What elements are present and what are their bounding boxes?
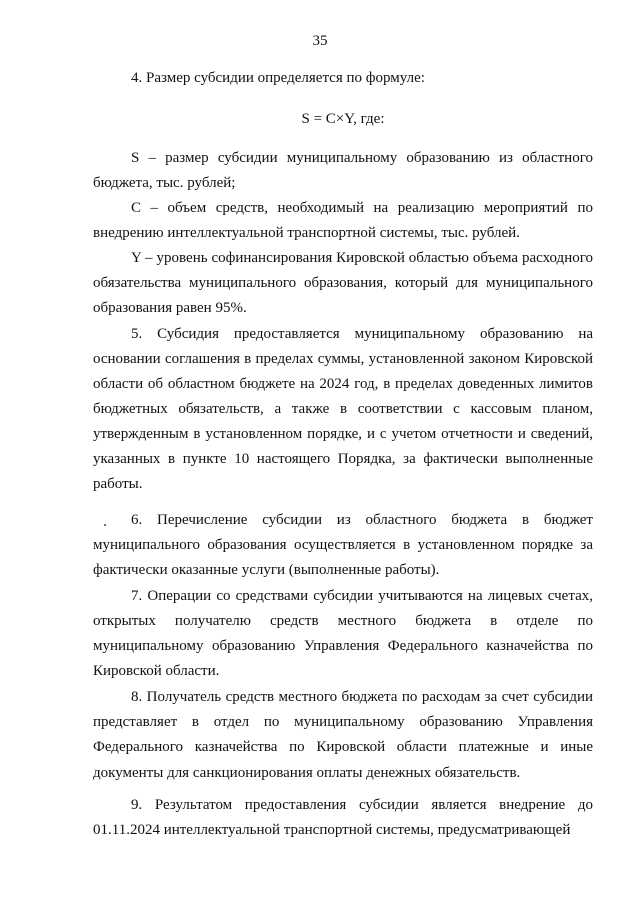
scan-speck <box>104 524 106 526</box>
paragraph-item-9: 9. Результатом предоставления субсидии является внедрение до 01.11.2024 интеллектуальной транспортной системы, предусматривающей <box>93 797 593 838</box>
definition-s: S – размер субсидии муниципальному образованию из областного бюджета, тыс. рублей; <box>93 150 593 191</box>
page-number: 35 <box>312 33 328 49</box>
paragraph-item-4: 4. Размер субсидии определяется по формуле: <box>131 70 425 86</box>
paragraph-item-5: 5. Субсидия предоставляется муниципальному образованию на основании соглашения в пределах суммы, установленной законом Кировской области об областном бюджете на 2024 год, в пределах доведенных лимитов бюджетных обязательств, а также в соответствии с кассовым планом, утвержденным в установленном порядке, и с учетом отчетности и сведений, указанных в пункте 10 настоящего Порядка, за фактически выполненные работы. <box>93 326 593 492</box>
paragraph-item-7: 7. Операции со средствами субсидии учитываются на лицевых счетах, открытых получателю средств местного бюджета в отделе по муниципальному образованию Управления Федерального казначейства по Кировской области. <box>93 588 593 679</box>
definition-c: С – объем средств, необходимый на реализацию мероприятий по внедрению интеллектуальной транспортной системы, тыс. рублей. <box>93 200 593 241</box>
paragraph-item-8: 8. Получатель средств местного бюджета по расходам за счет субсидии представляет в отдел по муниципальному образованию Управления Федерального казначейства по Кировской области платежные и иные документы для санкционирования оплаты денежных обязательств. <box>93 689 593 781</box>
definition-y: Y – уровень софинансирования Кировской областью объема расходного обязательства муниципального образования, который для муниципального образования равен 95%. <box>93 250 593 316</box>
formula: S = C×Y, где: <box>301 111 385 127</box>
paragraph-item-6: 6. Перечисление субсидии из областного бюджета в бюджет муниципального образования осуществляется в установленном порядке за фактически оказанные услуги (выполненные работы). <box>93 512 593 578</box>
